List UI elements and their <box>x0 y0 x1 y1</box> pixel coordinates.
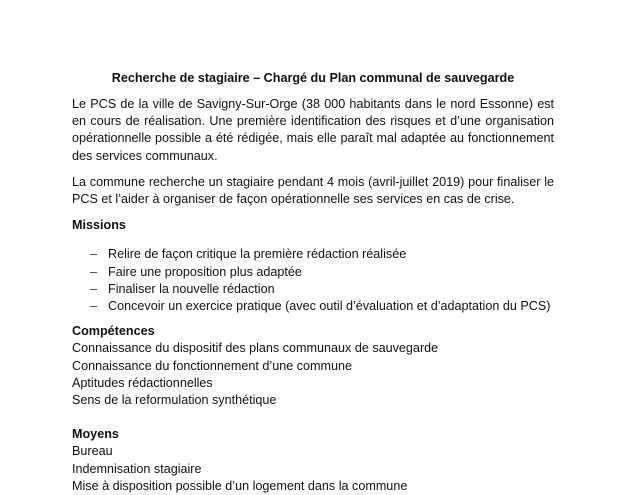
dash-bullet-icon: – <box>90 299 98 314</box>
mission-item <box>72 264 554 281</box>
competence-item: Connaissance du dispositif des plans communaux de sauvegarde <box>72 341 439 356</box>
mission-item-text: Relire de façon critique la première rédaction réalisée <box>108 247 407 262</box>
mission-item-text: Concevoir un exercice pratique (avec outil d’évaluation et d’adaptation du PCS) <box>108 299 551 314</box>
competence-item: Sens de la reformulation synthétique <box>72 393 277 408</box>
competences-list <box>72 340 554 409</box>
moyens-list <box>72 443 554 495</box>
moyens-heading: Moyens <box>72 427 119 442</box>
mission-item <box>72 246 554 263</box>
section-spacer <box>72 409 554 426</box>
document-title: Recherche de stagiaire – Chargé du Plan communal de sauvegarde <box>111 71 515 85</box>
internship-paragraph: La commune recherche un stagiaire pendant 4 mois (avril-juillet 2019) pour finaliser le PCS et l’aider à organiser de façon opérationnelle ses services en cas de crise. <box>72 174 554 207</box>
competence-item: Connaissance du fonctionnement d’une commune <box>72 358 353 373</box>
dash-bullet-icon: – <box>90 264 98 279</box>
intro-paragraph: Le PCS de la ville de Savigny-Sur-Orge (38 000 habitants dans le nord Essonne) est en cours de réalisation. Une première identification des risques et d’une organisation opérationnelle possible a été rédigée, mais elle paraît mal adaptée au fonctionnement des services communaux. <box>72 97 554 163</box>
moyen-item: Bureau <box>72 444 113 459</box>
document-page <box>72 70 554 495</box>
competence-item: Aptitudes rédactionnelles <box>72 375 213 390</box>
mission-item <box>72 281 554 298</box>
missions-list <box>72 246 554 315</box>
dash-bullet-icon: – <box>90 247 98 262</box>
moyen-item: Indemnisation stagiaire <box>72 461 202 476</box>
mission-item <box>72 298 554 315</box>
mission-item-text: Finaliser la nouvelle rédaction <box>108 281 275 296</box>
competences-heading: Compétences <box>72 324 155 339</box>
mission-item-text: Faire une proposition plus adaptée <box>108 264 302 279</box>
moyen-item: Mise à disposition possible d’un logement dans la commune <box>72 478 408 493</box>
dash-bullet-icon: – <box>90 281 98 296</box>
missions-heading: Missions <box>72 218 126 233</box>
